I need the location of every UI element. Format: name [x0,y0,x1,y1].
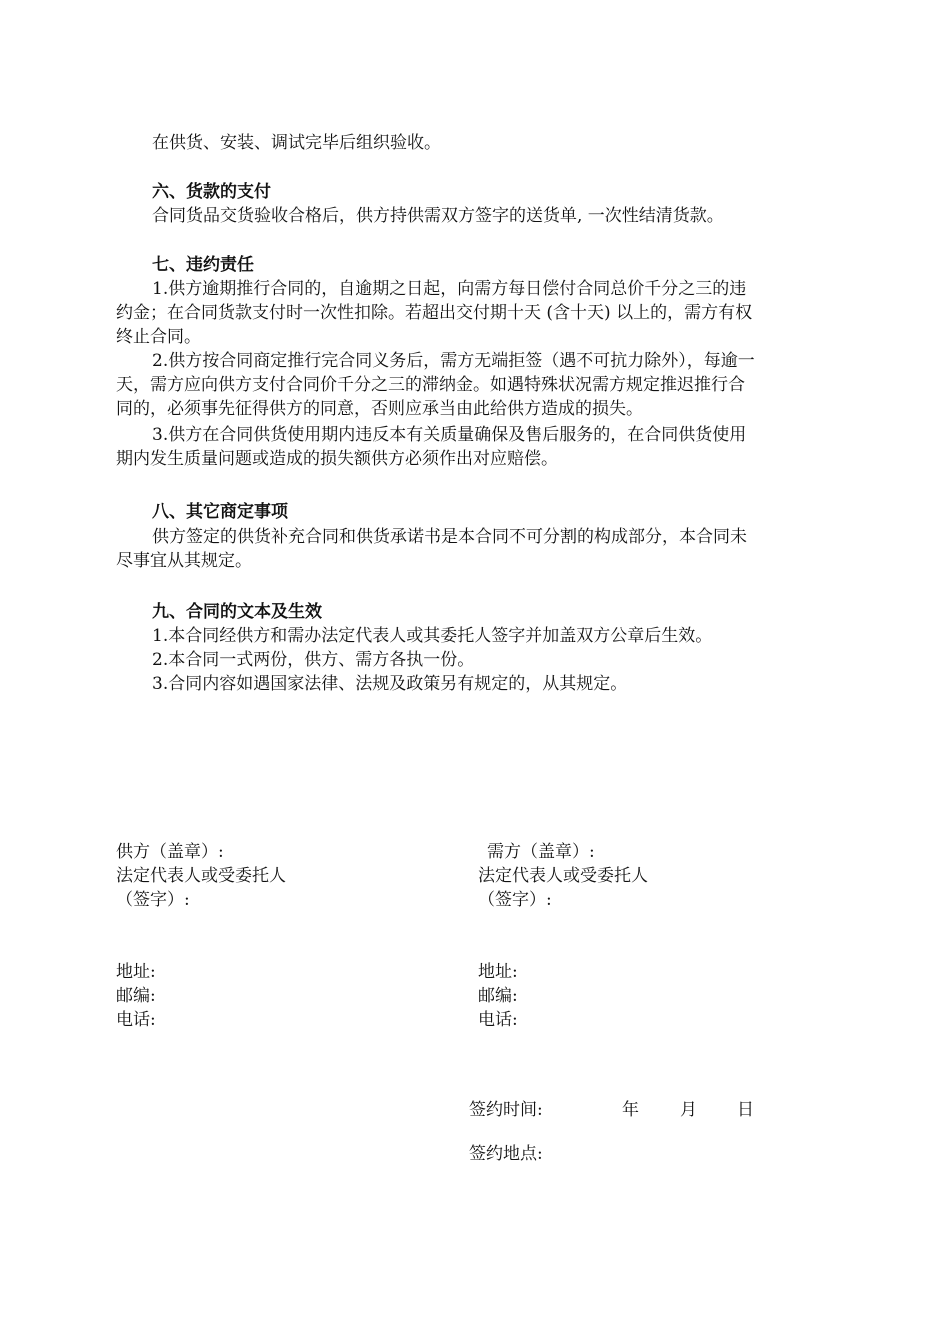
section-7-p1-line1: 1.供方逾期推行合同的，自逾期之日起，向需方每日偿付合同总价千分之三的违 [152,279,747,299]
supplier-sign-label: （签字）: [116,890,190,910]
signing-day-label: 日 [737,1100,754,1120]
intro-line: 在供货、安装、调试完毕后组织验收。 [152,133,441,153]
section-8-line1: 供方签定的供货补充合同和供货承诺书是本合同不可分割的构成部分，本合同未 [152,527,747,547]
section-7-p1-line3: 终止合同。 [116,327,201,347]
buyer-postcode-label: 邮编: [478,986,518,1006]
buyer-representative-label: 法定代表人或受委托人 [478,866,648,886]
supplier-representative-label: 法定代表人或受委托人 [116,866,286,886]
section-9-title: 九、合同的文本及生效 [152,602,322,622]
section-9-item3: 3.合同内容如遇国家法律、法规及政策另有规定的，从其规定。 [152,674,628,694]
section-9-item1: 1.本合同经供方和需办法定代表人或其委托人签字并加盖双方公章后生效。 [152,626,713,646]
signing-month-label: 月 [680,1100,697,1120]
section-8-title: 八、其它商定事项 [152,502,288,522]
supplier-seal-label: 供方（盖章）: [116,842,224,862]
section-6-body: 合同货品交货验收合格后，供方持供需双方签字的送货单, 一次性结清货款。 [152,206,724,226]
section-7-p1-line2: 约金；在合同货款支付时一次性扣除。若超出交付期十天 (含十天) 以上的，需方有权 [116,303,753,323]
signing-place-label: 签约地点: [469,1144,543,1164]
buyer-sign-label: （签字）: [478,890,552,910]
supplier-phone-label: 电话: [116,1010,156,1030]
section-6-title: 六、货款的支付 [152,182,271,202]
buyer-seal-label: 需方（盖章）: [487,842,595,862]
section-7-p2-line2: 天，需方应向供方支付合同价千分之三的滞纳金。如遇特殊状况需方规定推迟推行合 [116,375,745,395]
supplier-address-label: 地址: [116,962,156,982]
section-7-p3-line2: 期内发生质量问题或造成的损失额供方必须作出对应赔偿。 [116,449,558,469]
section-9-item2: 2.本合同一式两份，供方、需方各执一份。 [152,650,475,670]
buyer-address-label: 地址: [478,962,518,982]
section-7-title: 七、违约责任 [152,255,254,275]
section-7-p3-line1: 3.供方在合同供货使用期内违反本有关质量确保及售后服务的，在合同供货使用 [152,425,747,445]
signing-year-label: 年 [622,1100,639,1120]
supplier-postcode-label: 邮编: [116,986,156,1006]
buyer-phone-label: 电话: [478,1010,518,1030]
section-8-line2: 尽事宜从其规定。 [116,551,252,571]
section-7-p2-line3: 同的，必须事先征得供方的同意，否则应承当由此给供方造成的损失。 [116,399,643,419]
signing-date-label: 签约时间: [469,1100,543,1120]
section-7-p2-line1: 2.供方按合同商定推行完合同义务后，需方无端拒签（遇不可抗力除外），每逾一 [152,351,755,371]
